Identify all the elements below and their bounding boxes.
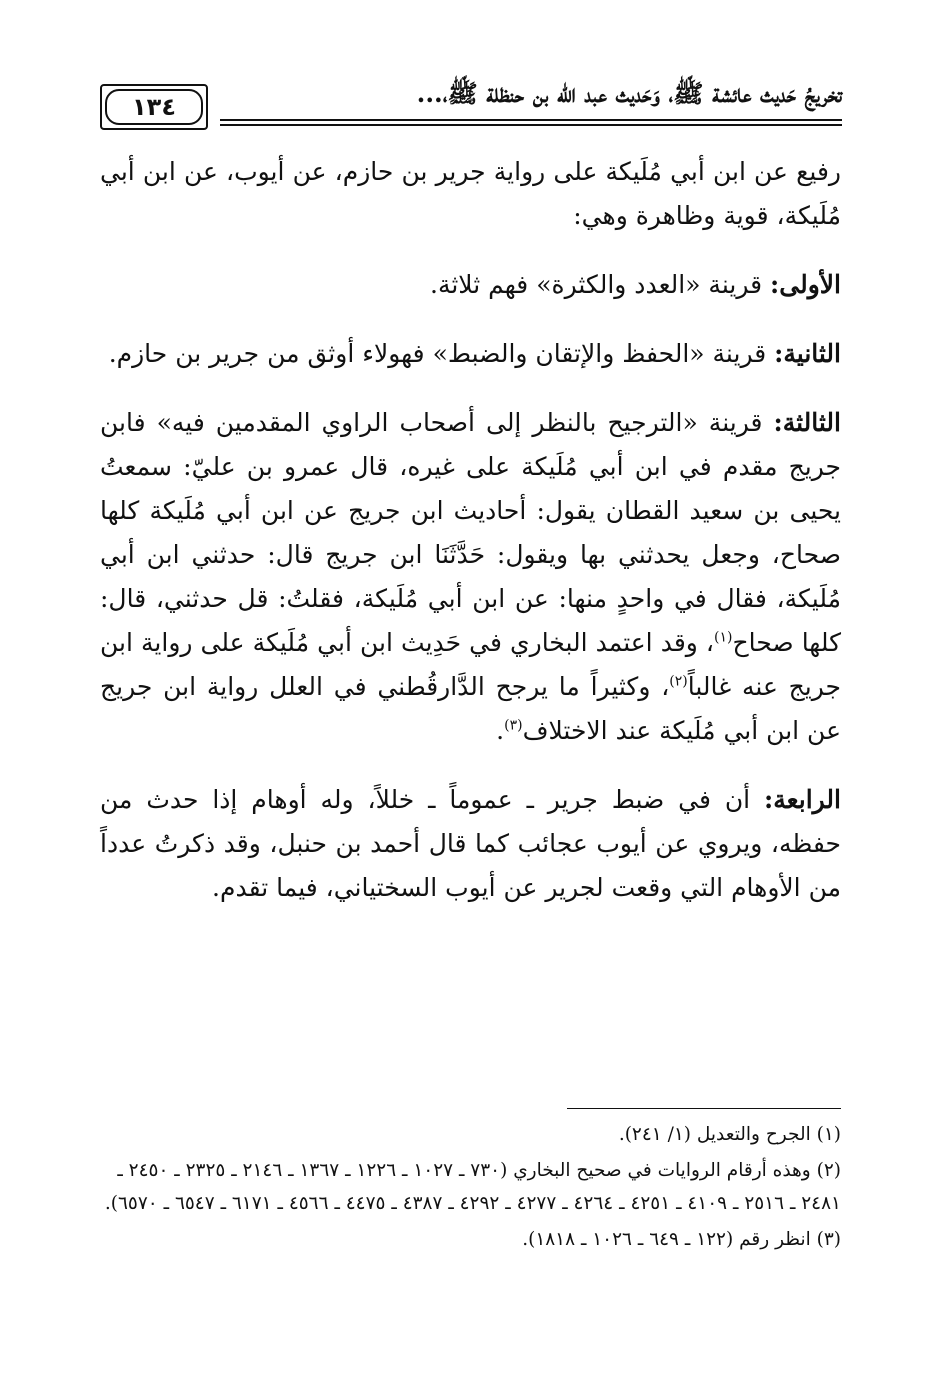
page-number-frame xyxy=(100,84,208,130)
header-rule-top xyxy=(220,119,842,121)
footnotes xyxy=(100,1118,841,1259)
main-text xyxy=(100,150,841,910)
third-evidence-text-2: ، وقد اعتمد البخاري في حَدِيث ابن أبي مُلَيكة على رواية ابن جريج عنه غالباً xyxy=(100,628,841,701)
footnote-ref-2[interactable]: (٢) xyxy=(669,673,688,690)
second-evidence-text: قرينة «الحفظ والإتقان والضبط» فهولاء أوثق من جرير بن حازم. xyxy=(108,339,775,368)
fourth-evidence-text: أن في ضبط جرير ـ عموماً ـ خللاً، وله أوهام إذا حدث من حفظه، ويروي عن أيوب عجائب كما قال أحمد بن حنبل، وقد ذكرتُ عدداً من الأوهام التي وقعت لجرير عن أيوب السختياني، فيما تقدم. xyxy=(100,785,841,902)
second-evidence-label: الثانية: xyxy=(774,339,841,368)
paragraph-fourth-evidence xyxy=(100,778,841,910)
footnote-1: (١) الجرح والتعديل (١/ ٢٤١). xyxy=(618,1124,841,1145)
paragraph-first-evidence xyxy=(100,263,841,307)
first-evidence-label: الأولى: xyxy=(770,270,841,299)
paragraph-third-evidence xyxy=(100,401,841,753)
page-number: ١٣٤ xyxy=(105,89,203,125)
running-header xyxy=(100,72,842,128)
third-evidence-text-4: . xyxy=(496,716,505,745)
fourth-evidence-label: الرابعة: xyxy=(764,785,841,814)
running-title: تخريجُ حَديث عائشة ﷺ، وَحَديث عبد الله بن حنظلة ﷺ،... xyxy=(416,79,842,108)
footnote-ref-1[interactable]: (١) xyxy=(714,629,733,646)
header-rule-bottom xyxy=(220,124,842,126)
paragraph-intro: رفيع عن ابن أبي مُلَيكة على رواية جرير بن حازم، عن أيوب، عن ابن أبي مُلَيكة، قوية وظاهرة وهي: xyxy=(100,157,841,230)
footnote-2: (٢) وهذه أرقام الروايات في صحيح البخاري (٧٣٠ ـ ١٠٢٧ ـ ١٢٢٦ ـ ١٣٦٧ ـ ٢١٤٦ ـ ٢٣٢٥ ـ ٢٤٥٠ ـ ٢٤٨١ ـ ٢٥١٦ ـ ٤١٠٩ ـ ٤٢٥١ ـ ٤٢٦٤ ـ ٤٢٧٧ ـ ٤٢٩٢ ـ ٤٣٨٧ ـ ٤٤٧٥ ـ ٤٥٦٦ ـ ٦١٧١ ـ ٦٥٤٧ ـ ٦٥٧٠). xyxy=(104,1160,841,1214)
footnote-ref-3[interactable]: (٣) xyxy=(504,717,523,734)
footnote-3: (٣) انظر رقم (١٢٢ ـ ٦٤٩ ـ ١٠٢٦ ـ ١٨١٨). xyxy=(522,1229,841,1250)
third-evidence-text-1: قرينة «الترجيح بالنظر إلى أصحاب الراوي المقدمين فيه» فابن جريج مقدم في ابن أبي مُلَيكة على غيره، قال عمرو بن عليّ: سمعتُ يحيى بن سعيد القطان يقول: أحاديث ابن جريج عن ابن أبي مُلَيكة كلها صحاح، وجعل يحدثني بها ويقول: حَدَّثَنَا ابن جريج قال: حدثني ابن أبي مُلَيكة، فقال في واحدٍ منها: عن ابن أبي مُلَيكة، فقلتُ: قل حدثني، قال: كلها صحاح xyxy=(100,408,842,657)
footnote-separator xyxy=(567,1108,841,1109)
paragraph-second-evidence xyxy=(100,332,841,376)
third-evidence-label: الثالثة: xyxy=(773,408,841,437)
first-evidence-text: قرينة «العدد والكثرة» فهم ثلاثة. xyxy=(430,270,771,299)
third-evidence-text-3: ، وكثيراً ما يرجح الدَّارقُطني في العلل رواية ابن جريج عن ابن أبي مُلَيكة عند الاختلاف xyxy=(100,672,841,745)
